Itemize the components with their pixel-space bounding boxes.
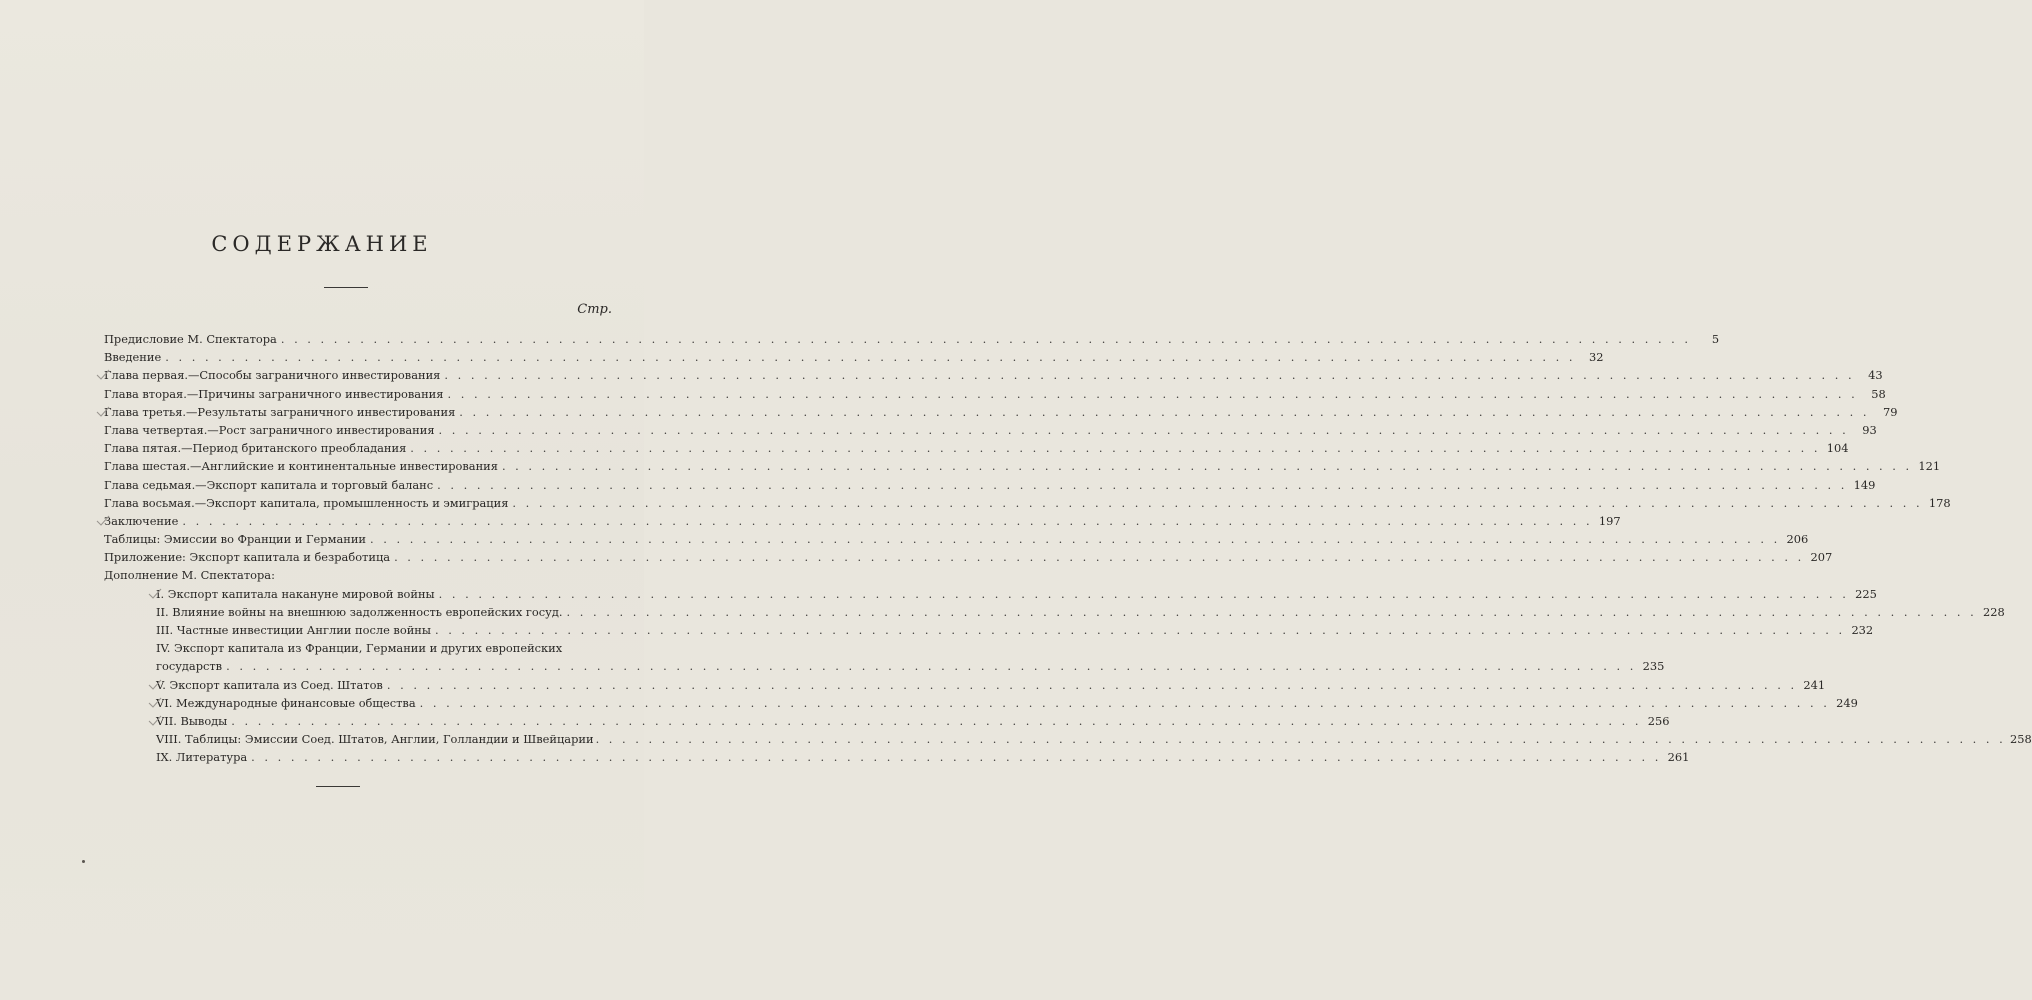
dot-leader: [387, 676, 1797, 694]
toc-entry: [104, 457, 1941, 475]
toc-sub-entry-continuation: [104, 657, 1665, 675]
toc-entry: [104, 385, 1886, 403]
toc-section-heading: [104, 566, 598, 584]
toc-entry-title: Дополнение М. Спектатора:: [104, 568, 275, 583]
title-rule: [324, 287, 368, 288]
pencil-check-mark-icon: [96, 515, 110, 527]
pencil-check-mark-icon: [148, 715, 162, 727]
toc-entry-title: IX. Литература: [156, 750, 248, 765]
toc-entry: [104, 403, 1898, 421]
toc-entry-page: 241: [1803, 677, 1826, 692]
toc-entry-title: II. Влияние войны на внешнюю задолженность европейских госуд.: [156, 604, 563, 619]
dot-leader: [281, 330, 1691, 348]
page-column-label: Стр.: [577, 302, 612, 317]
toc-entry-page: 5: [1711, 332, 1720, 346]
toc-entry: [104, 421, 1877, 439]
toc-entry-title: III. Частные инвестиции Англии после войны: [156, 623, 431, 637]
toc-entry-title: Глава шестая.—Английские и континентальные инвестирования: [104, 459, 498, 474]
dot-leader: [447, 385, 1857, 403]
dot-leader: [444, 366, 1854, 384]
toc-entry-page: 93: [1862, 422, 1877, 437]
dot-leader: [231, 712, 1641, 730]
toc-entry-title: Глава восьмая.—Экспорт капитала, промышленность и эмиграция: [104, 495, 509, 510]
toc-entry-title: VI. Международные финансовые общества: [156, 695, 416, 710]
toc-entry-page: 225: [1855, 586, 1877, 601]
dot-leader: [459, 403, 1869, 421]
toc-entry-page: 79: [1883, 404, 1898, 419]
toc-sub-entry: [104, 694, 1858, 712]
toc-entry-page: 256: [1647, 713, 1670, 728]
dot-leader: [370, 530, 1780, 548]
pencil-check-mark-icon: [96, 369, 110, 381]
dot-leader: [226, 657, 1636, 675]
toc-entry-title: Заключение: [104, 513, 179, 528]
toc-sub-entry: [104, 639, 598, 657]
dot-leader: [394, 548, 1804, 566]
toc-entry: [104, 348, 1604, 366]
toc-entry-title: Таблицы: Эмиссии во Франции и Германии: [104, 532, 367, 547]
dot-leader: [596, 730, 2006, 748]
dot-leader: [439, 585, 1849, 603]
dot-leader: [439, 421, 1849, 439]
toc-entry: [104, 366, 1883, 384]
end-rule: [316, 786, 360, 787]
toc-entry-page: 261: [1667, 750, 1690, 765]
toc-entry-title: Введение: [104, 350, 162, 365]
toc-sub-entry: [104, 621, 1874, 639]
toc-entry-page: 206: [1786, 532, 1809, 547]
toc-entry-page: 178: [1928, 495, 1951, 510]
toc-entry: [104, 330, 1720, 348]
toc-entry-title: Приложение: Экспорт капитала и безработица: [104, 550, 391, 565]
toc-sub-entry: [104, 676, 1826, 694]
toc-entry-title: IV. Экспорт капитала из Франции, Германии и других европейских: [156, 641, 563, 656]
dot-leader: [182, 512, 1592, 530]
toc-entry-title: Глава первая.—Способы заграничного инвестирования: [104, 368, 441, 383]
toc-entry: [104, 548, 1833, 566]
toc-entry-page: 149: [1853, 477, 1876, 492]
dot-leader: [566, 603, 1976, 621]
toc-sub-entry: [104, 585, 1877, 603]
toc-entry-title: Глава вторая.—Причины заграничного инвестирования: [104, 386, 444, 401]
toc-entry-page: 258: [2010, 732, 2032, 747]
toc-entry-page: 197: [1598, 513, 1621, 528]
page-title: СОДЕРЖАНИЕ: [211, 232, 433, 256]
toc-entry-page: 43: [1868, 368, 1883, 383]
pencil-check-mark-icon: [96, 406, 110, 418]
toc-entry: [104, 476, 1876, 494]
toc-sub-entry: [104, 712, 1670, 730]
dot-leader: [512, 494, 1922, 512]
toc-entry-page: 32: [1588, 350, 1604, 365]
toc-entry-page: 228: [1982, 604, 2005, 619]
toc-entry-title: I. Экспорт капитала накануне мировой войны: [156, 586, 435, 601]
toc-entry: [104, 439, 1849, 457]
toc-entry-title: Глава четвертая.—Рост заграничного инвестирования: [104, 422, 435, 437]
pencil-check-mark-icon: [148, 697, 162, 709]
toc-entry-title: VII. Выводы: [156, 713, 228, 728]
toc-sub-entry: [104, 730, 2032, 748]
toc-entry: [104, 494, 1951, 512]
toc-entry-title: Глава пятая.—Период британского преобладания: [104, 441, 407, 456]
pencil-check-mark-icon: [148, 679, 162, 691]
toc-sub-entry: [104, 603, 2005, 621]
dot-leader: [502, 457, 1912, 475]
dot-leader: [420, 694, 1830, 712]
toc-entry-title: Предисловие М. Спектатора: [104, 332, 277, 346]
toc-entry-page: 121: [1918, 459, 1941, 474]
toc-entry-title: Глава седьмая.—Экспорт капитала и торговый баланс: [104, 477, 434, 492]
dot-leader: [410, 439, 1820, 457]
toc-entry-title: Глава третья.—Результаты заграничного инвестирования: [104, 404, 456, 419]
toc-entry-title: государств: [156, 659, 223, 674]
toc-entry: [104, 530, 1809, 548]
table-of-contents: [104, 330, 2032, 767]
toc-entry-page: 104: [1826, 441, 1849, 456]
toc-entry-page: 232: [1851, 623, 1874, 637]
dot-leader: [435, 621, 1845, 639]
toc-entry-page: 249: [1836, 695, 1858, 710]
toc-entry-title: VIII. Таблицы: Эмиссии Соед. Штатов, Англии, Голландии и Швейцарии: [156, 732, 594, 747]
toc-entry-page: 235: [1642, 659, 1665, 674]
ink-speck: [82, 860, 85, 863]
toc-entry-title: V. Экспорт капитала из Соед. Штатов: [156, 677, 383, 692]
toc-entry: [104, 512, 1621, 530]
dot-leader: [165, 348, 1575, 366]
pencil-check-mark-icon: [148, 588, 162, 600]
dot-leader: [251, 748, 1661, 766]
toc-entry-page: 58: [1871, 386, 1886, 401]
toc-entry-page: 207: [1810, 550, 1833, 565]
toc-sub-entry: [104, 748, 1690, 766]
dot-leader: [437, 476, 1847, 494]
